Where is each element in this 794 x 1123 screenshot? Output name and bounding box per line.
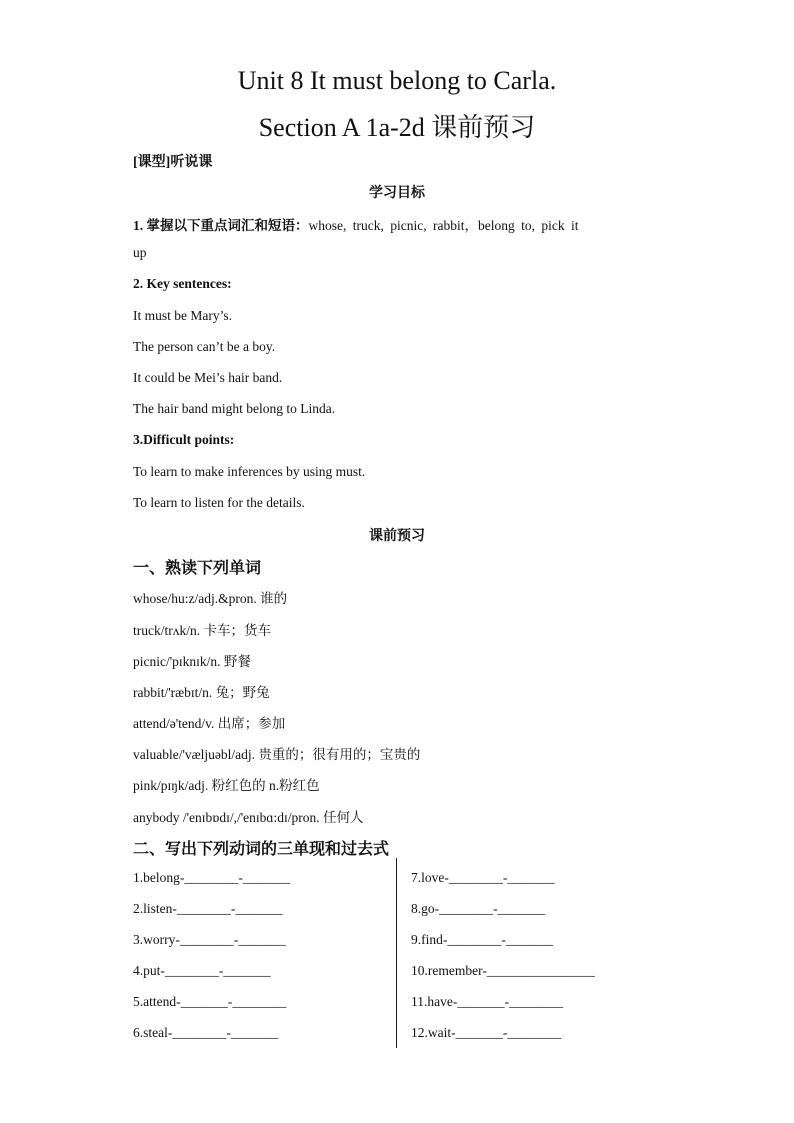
exercise-item: 9.find-________-_______ [411,932,554,947]
exercise-item: 3.worry-________-_______ [133,932,286,947]
difficult-point: To learn to listen for the details. [133,495,305,510]
exercise-item: 11.have-_______-________ [411,994,564,1009]
exercise-item: 7.love-________-_______ [411,870,555,885]
exercise-item: 8.go-________-_______ [411,901,545,916]
vocab-item: picnic/'pɪknɪk/n. 野餐 [133,654,251,669]
part-1-heading: 一、熟读下列单词 [133,560,262,577]
title-line-1: Unit 8 It must belong to Carla. [237,66,557,95]
column-divider [396,858,397,1048]
objective-3-label: 3.Difficult points: [133,432,235,447]
difficult-point: To learn to make inferences by using must. [133,464,366,479]
exercise-item: 4.put-________-_______ [133,963,271,978]
exercise-item: 2.listen-________-_______ [133,901,283,916]
vocab-item: anybody /'enɪbɒdɪ/,/'enɪbɑ:dɪ/pron. 任何人 [133,810,364,825]
objectives-heading: 学习目标 [369,186,425,201]
title-line-2: Section A 1a-2d 课前预习 [258,113,536,142]
part-2-heading: 二、写出下列动词的三单现和过去式 [133,841,390,858]
preview-heading: 课前预习 [369,529,425,544]
vocab-item: pink/pɪŋk/adj. 粉红色的 n.粉红色 [133,778,320,793]
exercise-item: 12.wait-_______-________ [411,1025,562,1040]
key-sentence: The hair band might belong to Linda. [133,401,336,416]
objective-2-label: 2. Key sentences: [133,276,232,291]
key-sentence: The person can’t be a boy. [133,339,276,354]
objective-1-label: 1. 掌握以下重点词汇和短语： [133,218,309,233]
key-sentence: It could be Mei’s hair band. [133,370,283,385]
vocab-item: attend/ə'tend/v. 出席；参加 [133,716,286,731]
course-type: [课型]听说课 [133,155,213,170]
vocab-item: valuable/'væljuəbl/adj. 贵重的；很有用的；宝贵的 [133,747,421,762]
vocab-item: truck/trʌk/n. 卡车；货车 [133,623,271,638]
key-sentence: It must be Mary’s. [133,308,232,323]
vocab-item: rabbit/'ræbɪt/n. 兔；野兔 [133,685,270,700]
exercise-item: 1.belong-________-_______ [133,870,291,885]
exercise-item: 5.attend-_______-________ [133,994,287,1009]
objective-1-continued: up [133,245,147,260]
objective-1 [133,214,578,234]
exercise-item: 10.remember-________________ [411,963,595,978]
vocab-item: whose/hu:z/adj.&pron. 谁的 [133,591,288,606]
objective-1-text: whose, truck, picnic, rabbit，belong to, pick it [308,218,579,233]
exercise-item: 6.steal-________-_______ [133,1025,279,1040]
